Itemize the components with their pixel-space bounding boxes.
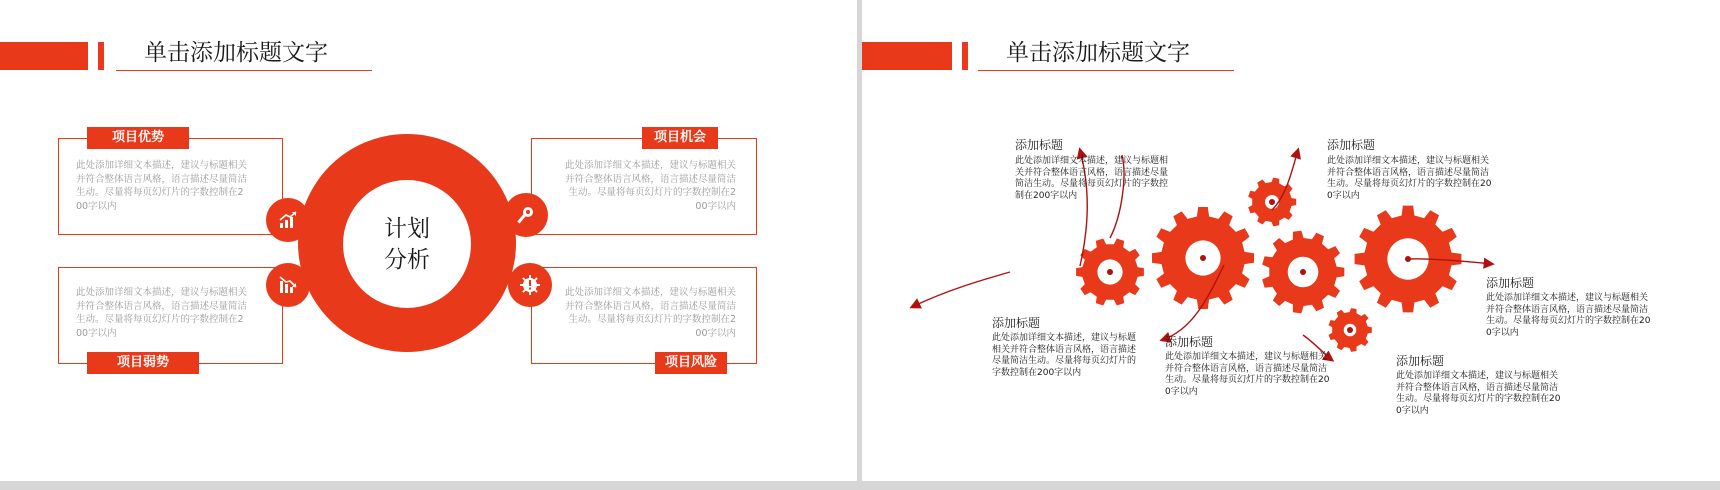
chart-up-icon — [266, 198, 310, 242]
chart-down-icon — [266, 263, 310, 307]
gear-diagram — [862, 0, 1720, 481]
slide-title[interactable]: 单击添加标题文字 — [1006, 40, 1190, 66]
key-icon — [504, 193, 548, 237]
header-accent-tick — [98, 42, 104, 70]
text-opportunities: 此处添加详细文本描述，建议与标题相关并符合整体语言风格，语言描述尽量简洁生动。尽量将每页幻灯片的字数控制在200字以内 — [564, 160, 736, 212]
header-underline — [116, 70, 372, 71]
label-title-3: 添加标题 — [1486, 276, 1535, 290]
arrow-7 — [912, 272, 1010, 307]
center-label-line: 计划 — [384, 216, 430, 242]
slide-right — [862, 0, 1720, 481]
gear-center-dot — [1300, 269, 1306, 275]
label-title-2: 添加标题 — [1327, 138, 1376, 152]
label-text-2: 此处添加详细文本描述，建议与标题相关并符合整体语言风格，语言描述尽量简洁生动。尽量将每页幻灯片的字数控制在200字以内 — [1327, 156, 1492, 201]
text-strengths: 此处添加详细文本描述，建议与标题相关并符合整体语言风格，语言描述尽量简洁生动。尽量将每页幻灯片的字数控制在200字以内 — [76, 160, 248, 212]
label-text-1: 此处添加详细文本描述，建议与标题相关并符合整体语言风格，语言描述尽量简洁生动。尽量将每页幻灯片的字数控制在200字以内 — [1015, 156, 1169, 201]
center-label — [343, 214, 471, 276]
gear-center-dot — [1269, 199, 1275, 205]
label-title-1: 添加标题 — [1015, 138, 1064, 152]
label-title-6: 添加标题 — [1396, 354, 1445, 368]
tag-opportunities: 项目机会 — [642, 127, 718, 149]
center-label-line: 分析 — [384, 247, 430, 273]
label-text-6: 此处添加详细文本描述，建议与标题相关并符合整体语言风格，语言描述尽量简洁生动。尽量将每页幻灯片的字数控制在200字以内 — [1396, 371, 1561, 416]
label-title-5: 添加标题 — [1165, 335, 1214, 349]
label-text-4: 此处添加详细文本描述，建议与标题相关并符合整体语言风格，语言描述尽量简洁生动。尽量将每页幻灯片的字数控制在200字以内 — [992, 333, 1137, 378]
tag-weaknesses: 项目弱势 — [87, 352, 199, 374]
tag-threats: 项目风险 — [655, 352, 727, 374]
gear-center-dot — [1200, 255, 1206, 261]
text-threats: 此处添加详细文本描述，建议与标题相关并符合整体语言风格，语言描述尽量简洁生动。尽量将每页幻灯片的字数控制在200字以内 — [564, 287, 736, 339]
tag-strengths: 项目优势 — [87, 127, 189, 149]
label-text-3: 此处添加详细文本描述，建议与标题相关并符合整体语言风格，语言描述尽量简洁生动。尽量将每页幻灯片的字数控制在200字以内 — [1486, 293, 1651, 338]
label-text-5: 此处添加详细文本描述，建议与标题相关并符合整体语言风格，语言描述尽量简洁生动。尽量将每页幻灯片的字数控制在200字以内 — [1165, 352, 1330, 397]
alert-gear-icon — [508, 263, 552, 307]
slide-title[interactable]: 单击添加标题文字 — [144, 40, 328, 66]
gear-center-dot — [1347, 327, 1353, 333]
header-accent-bar — [0, 42, 88, 70]
slide-left — [0, 0, 857, 481]
gear-center-dot — [1107, 269, 1113, 275]
label-title-4: 添加标题 — [992, 316, 1041, 330]
text-weaknesses: 此处添加详细文本描述，建议与标题相关并符合整体语言风格，语言描述尽量简洁生动。尽量将每页幻灯片的字数控制在200字以内 — [76, 287, 248, 339]
